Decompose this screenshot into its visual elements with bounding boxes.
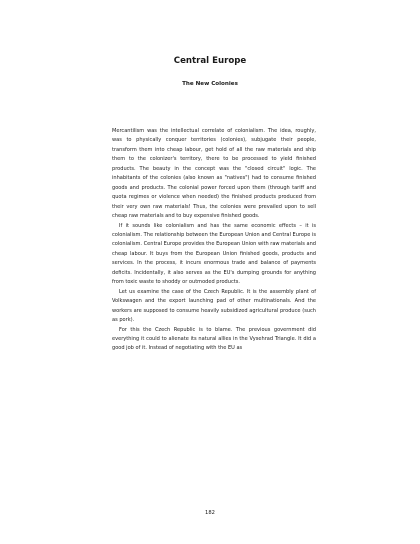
paragraph-1: Mercantilism was the intellectual correlate of colonialism. The idea, roughly, was to physically conquer territories (colonies), subjugate their people, transform them into cheap labour, get hold of all the raw materials and ship them to the colonizer's territory, there to be processed to yield finished products. The beauty in the concept was the "closed circuit" logic. The inhabitants of the colonies (also known as "natives") had to consume finished goods and products. The colonial power forced upon them (through tariff and quota regimes or violence when needed) the finished products produced from their very own raw materials! Thus, the colonies were prevailed upon to sell cheap raw materials and to buy expensive finished goods. xyxy=(112,128,316,220)
chapter-subtitle: The New Colonies xyxy=(182,81,238,87)
body-text xyxy=(112,127,316,354)
page-number: 182 xyxy=(205,510,215,516)
paragraph-3: Let us examine the case of the Czech Republic. It is the assembly plant of Volkswagen and the export launching pad of other multinationals. And the workers are supposed to consume heavily subsidized agricultural produce (such as pork). xyxy=(112,288,316,324)
chapter-title: Central Europe xyxy=(173,56,247,66)
paragraph-2: If it sounds like colonialism and has the same economic effects – it is colonialism. The relationship between the European Union and Central Europe is colonialism. Central Europe provides the European Union with raw materials and cheap labour. It buys from the European Union finished goods, products and services. In the process, it incurs enormous trade and balance of payments deficits. Incidentally, it also serves as the EU's dumping grounds for anything from toxic waste to shoddy or outmoded products. xyxy=(112,222,316,286)
paragraph-4: For this the Czech Republic is to blame. The previous government did everything it could to alienate its natural allies in the Vysehrad Triangle. It did a good job of it. Instead of negotiating with the EU as xyxy=(112,326,316,352)
